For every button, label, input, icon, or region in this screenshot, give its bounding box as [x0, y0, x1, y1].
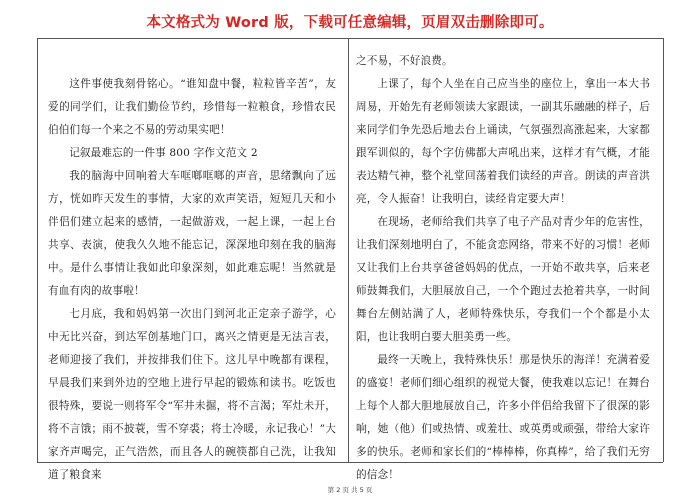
- frame-top-line: [37, 38, 663, 39]
- paragraph: 上课了，每个人坐在自己应当坐的座位上，拿出一本大书周易，开始先有老师领读大家跟读，一副其乐融融的样子，后来同学们争先恐后地去台上诵读，气氛强烈高涨起来，大家都跟军训似的，每个字仿佛都大声吼出来，这样才有气概，才能表达精气神，整个礼堂回荡着我们读经的声音。朗读的声音洪亮，令人振奋！让我明白，读经肯定要大声！: [356, 78, 650, 205]
- column-divider: [348, 38, 349, 462]
- frame-left-line: [37, 38, 38, 462]
- paragraph: 这件事使我刻骨铭心。“谁知盘中餐，粒粒皆辛苦”，友爱的同学们，让我们勤俭节约，珍惜每一粒粮食，珍惜农民伯伯们每一个来之不易的劳动果实吧！: [48, 78, 336, 136]
- total-pages: 5: [359, 486, 364, 494]
- paragraph: 我的脑海中回响着大车哐啷哐啷的声音，思绪飘向了远方，恍如昨天发生的事情，大家的欢声笑语，短短几天和小伴侣们建立起来的感情，一起做游戏，一起上课，一起上台共享、表演，使我久久地不能忘记，深深地印刻在我的脑海中。是什么事情让我如此印象深刻，如此难忘呢！当然就是有血有肉的故事啦！: [48, 170, 336, 297]
- frame-right-line: [663, 38, 664, 462]
- left-column: [48, 50, 336, 487]
- paragraph: 在现场，老师给我们共享了电子产品对青少年的危害性，让我们深刻地明白了，不能贪恋网络，带来不好的习惯！老师又让我们上台共享爸爸妈妈的优点，一开始不敢共享，后来老师鼓舞我们，大胆展放自己，一个个跑过去抢着共享，一时间舞台左侧站满了人，老师特殊快乐，夸我们一个个都是小太阳，也让我明白要大胆美勇一些。: [356, 216, 650, 343]
- paragraph: 最终一天晚上，我特殊快乐！那是快乐的海洋！充满着爱的盛宴！老师们细心组织的视觉大餐，使我难以忘记！在舞台上每个人都大胆地展放自己，许多小伴侣给我留下了很深的影响，她（他）们或热情、或羞壮、或英勇或顽强，带给大家许多的快乐。老师和家长们的“棒棒棒，你真棒”，给了我们无穷的信念！: [356, 354, 650, 481]
- header-banner: 本文格式为 Word 版，下载可任意编辑，页眉双击删除即可。: [146, 15, 554, 31]
- paragraph: 七月底，我和妈妈第一次出门到河北正定亲子游学，心中无比兴奋，到达军创基地门口，离兴之情更是无法言表，老师迎接了我们，并按排我们住下。这儿早中晚都有课程，早晨我们来到外边的空地上进行早起的锻炼和读书。吃饭也很特殊，要说一则将军令“军井未掘，将不言渴；军灶未开，将不言饿；雨不披蓑，雪不穿裘；将士冷暖，永记我心！”大家齐声喝完，正气浩然，而且各人的碗筷都自己洗，让我知道了粮食来: [48, 308, 336, 481]
- right-column: [356, 50, 650, 487]
- current-page: 2: [336, 486, 341, 494]
- page-number: 第 2 页 共 5 页: [327, 486, 373, 494]
- paragraph: 之不易，不好浪费。: [356, 55, 453, 67]
- section-title: 记叙最难忘的一件事 800 字作文范文 2: [69, 147, 258, 159]
